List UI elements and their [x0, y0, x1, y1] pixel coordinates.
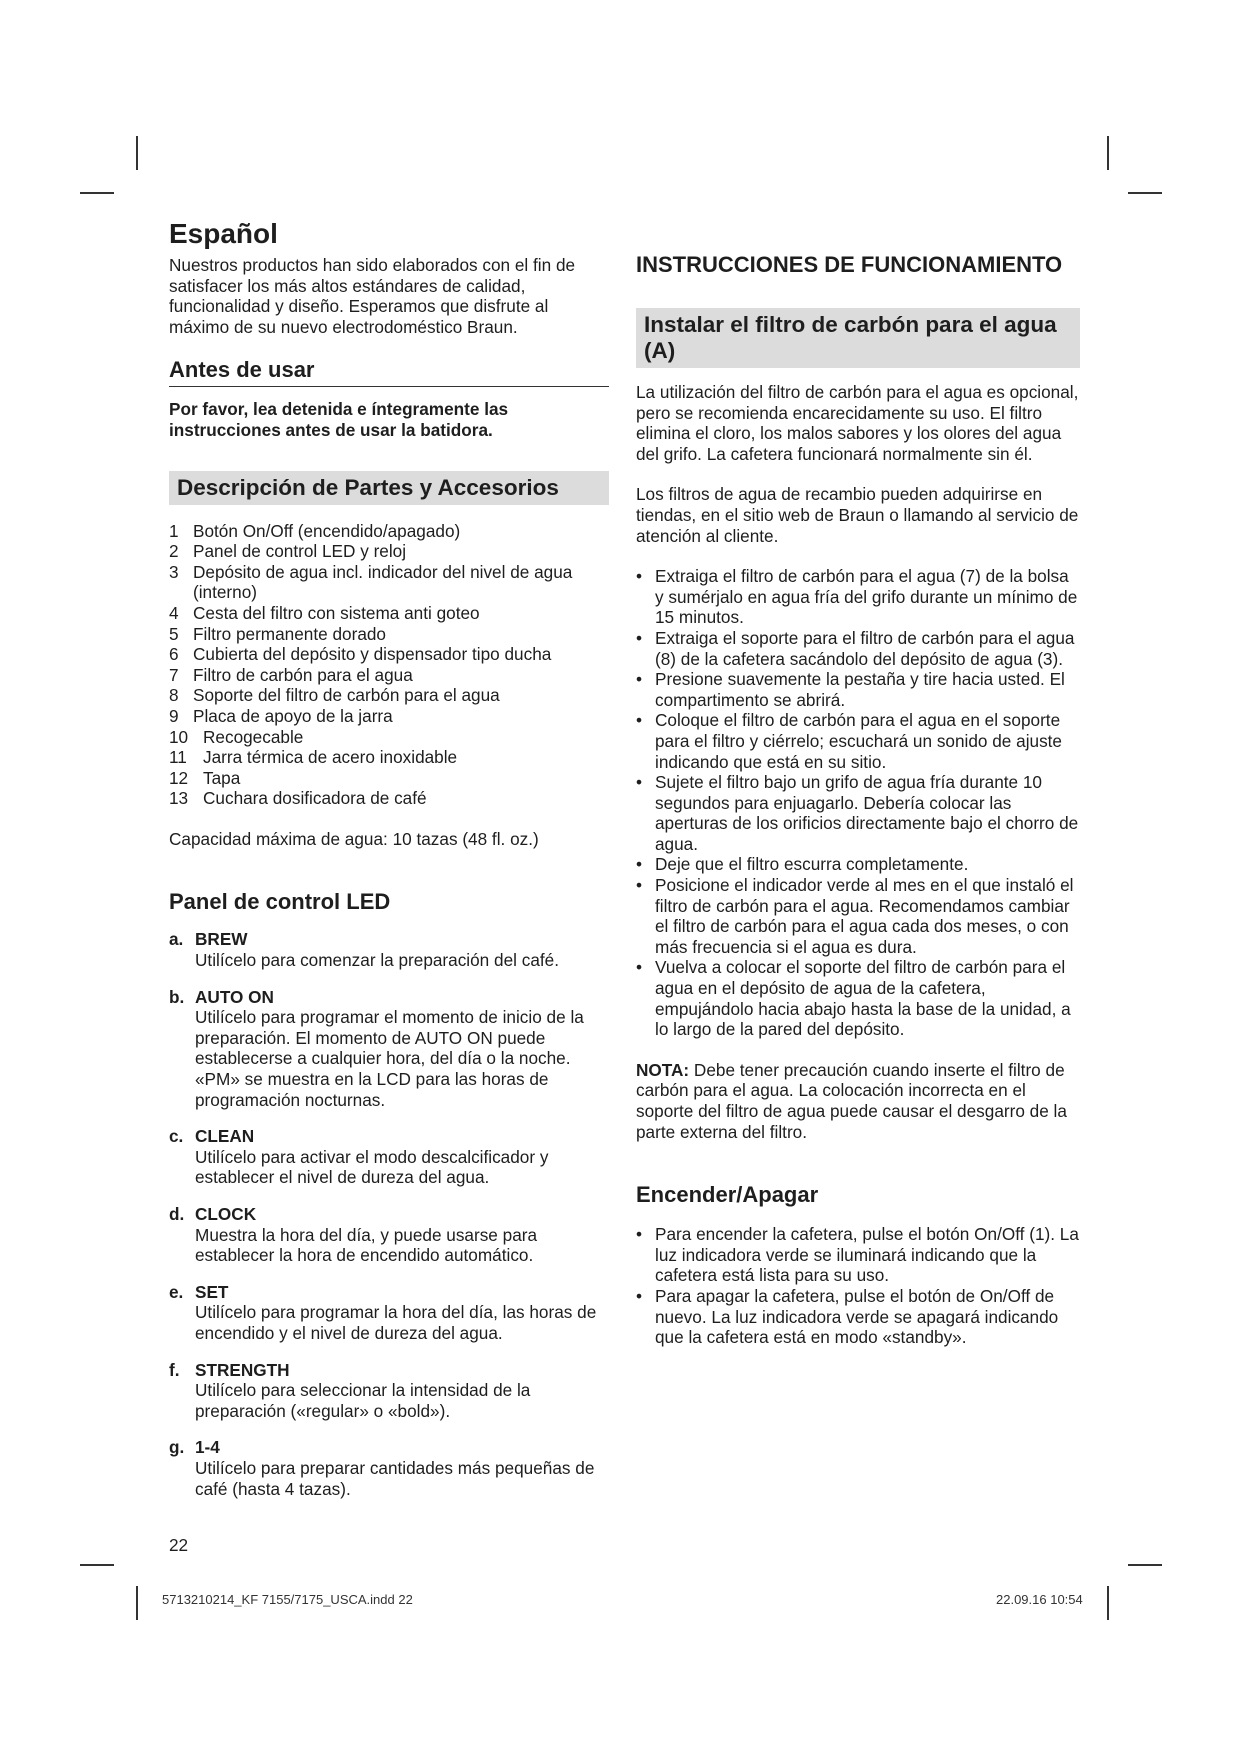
- list-item: 2 Panel de control LED y reloj: [169, 541, 407, 562]
- list-item: • Para apagar la cafetera, pulse el botón de On/Off de nuevo. La luz indicadora verde se apagará indicando que la cafetera está en modo «standby».: [636, 1286, 1080, 1348]
- right-column: [636, 252, 1080, 1348]
- panel-item-auto-on: b. AUTO ON Utilícelo para programar el momento de inicio de la preparación. El momento de AUTO ON puede establecerse a cualquier hora, del día o la noche. «PM» se muestra en la LCD para las horas de programación nocturnas.: [169, 986, 584, 1110]
- before-use-text: Por favor, lea detenida e íntegramente las instrucciones antes de usar la batidora.: [169, 399, 509, 440]
- panel-item-clean: c. CLEAN Utilícelo para activar el modo descalcificador y establecer el nivel de dureza del agua.: [169, 1126, 549, 1188]
- crop-mark-top-left-horizontal: [80, 192, 114, 194]
- list-item: • Para encender la cafetera, pulse el botón On/Off (1). La luz indicadora verde se iluminará indicando que la cafetera está lista para su uso.: [636, 1224, 1080, 1286]
- panel-heading: Panel de control LED: [169, 889, 391, 915]
- panel-item-set: e. SET Utilícelo para programar la hora del día, las horas de encendido y el nivel de dureza del agua.: [169, 1281, 597, 1343]
- crop-mark-bottom-right-horizontal: [1128, 1564, 1162, 1566]
- intro-paragraph: Nuestros productos han sido elaborados con el fin de satisfacer los más altos estándares de calidad, funcionalidad y diseño. Esperamos que disfrute al máximo de su nuevo electrodoméstico Braun.: [169, 255, 576, 337]
- list-item: 11 Jarra térmica de acero inoxidable: [169, 747, 458, 768]
- filter-steps-list: [636, 566, 1080, 1040]
- filter-heading: Instalar el filtro de carbón para el agua (A): [636, 308, 1080, 368]
- crop-mark-bottom-right-vertical: [1107, 1586, 1109, 1620]
- before-use-heading: Antes de usar: [169, 357, 315, 383]
- footer-file-info: 5713210214_KF 7155/7175_USCA.indd 22: [162, 1592, 413, 1607]
- crop-mark-top-left-vertical: [136, 136, 138, 170]
- page-number: 22: [169, 1535, 189, 1555]
- crop-mark-bottom-left-vertical: [136, 1586, 138, 1620]
- filter-paragraph-2: Los filtros de agua de recambio pueden adquirirse en tiendas, en el sitio web de Braun o llamando al servicio de atención al cliente.: [636, 484, 1079, 546]
- panel-item-brew: a. BREW Utilícelo para comenzar la preparación del café.: [169, 929, 559, 971]
- parts-heading: Descripción de Partes y Accesorios: [169, 471, 609, 505]
- list-item: 1 Botón On/Off (encendido/apagado): [169, 520, 461, 541]
- note-label: NOTA:: [636, 1059, 690, 1080]
- list-item: 5 Filtro permanente dorado: [169, 623, 386, 644]
- list-item: 10 Recogecable: [169, 726, 304, 747]
- crop-mark-bottom-left-horizontal: [80, 1564, 114, 1566]
- list-item: 7 Filtro de carbón para el agua: [169, 664, 413, 685]
- parts-list: [169, 521, 609, 809]
- list-item: • Extraiga el filtro de carbón para el agua (7) de la bolsa y sumérjalo en agua fría del grifo durante un mínimo de 15 minutos.: [636, 566, 1080, 628]
- filter-paragraph-1: La utilización del filtro de carbón para el agua es opcional, pero se recomienda encarecidamente su uso. El filtro elimina el cloro, los malos sabores y los olores del agua del grifo. La cafetera funcionará normalmente sin él.: [636, 382, 1079, 464]
- power-list: [636, 1224, 1080, 1348]
- list-item: • Extraiga el soporte para el filtro de carbón para el agua (8) de la cafetera sacándolo del depósito de agua (3).: [636, 628, 1080, 669]
- list-item: • Coloque el filtro de carbón para el agua en el soporte para el filtro y ciérrelo; escuchará un sonido de ajuste indicando que está en su sitio.: [636, 710, 1080, 772]
- list-item: 8 Soporte del filtro de carbón para el agua: [169, 685, 500, 706]
- panel-item-1-4: g. 1-4 Utilícelo para preparar cantidades más pequeñas de café (hasta 4 tazas).: [169, 1437, 595, 1499]
- list-item: • Deje que el filtro escurra completamente.: [636, 854, 1080, 875]
- capacity-text: Capacidad máxima de agua: 10 tazas (48 fl. oz.): [169, 828, 539, 849]
- crop-mark-top-right-horizontal: [1128, 192, 1162, 194]
- panel-item-clock: d. CLOCK Muestra la hora del día, y puede usarse para establecer la hora de encendido automático.: [169, 1204, 538, 1266]
- list-item: 3 Depósito de agua incl. indicador del nivel de agua (interno): [169, 561, 573, 603]
- note-text: Debe tener precaución cuando inserte el filtro de carbón para el agua. La colocación incorrecta en el soporte del filtro de agua puede causar el desgarro de la parte externa del filtro.: [636, 1059, 1067, 1142]
- footer-date: 22.09.16 10:54: [996, 1592, 1083, 1607]
- filter-note: [636, 1060, 1080, 1142]
- panel-item-strength: f. STRENGTH Utilícelo para seleccionar la intensidad de la preparación («regular» o «bold»).: [169, 1359, 531, 1421]
- list-item: • Sujete el filtro bajo un grifo de agua fría durante 10 segundos para enjuagarlo. Debería colocar las aperturas de los orificios directamente bajo el chorro de agua.: [636, 772, 1080, 854]
- before-use-heading-block: [169, 357, 609, 387]
- left-column: [169, 217, 609, 1499]
- list-item: • Posicione el indicador verde al mes en el que instaló el filtro de carbón para el agua. Recomendamos cambiar el filtro de carbón para el agua cada dos meses, o con más frecuencia si el agua es dura.: [636, 875, 1080, 957]
- crop-mark-top-right-vertical: [1107, 136, 1109, 170]
- list-item: 4 Cesta del filtro con sistema anti goteo: [169, 602, 480, 623]
- instructions-heading: INSTRUCCIONES DE FUNCIONAMIENTO: [636, 252, 1063, 277]
- list-item: 6 Cubierta del depósito y dispensador tipo ducha: [169, 644, 552, 665]
- list-item: 12 Tapa: [169, 767, 241, 788]
- list-item: 13 Cuchara dosificadora de café: [169, 788, 427, 809]
- power-heading: Encender/Apagar: [636, 1182, 819, 1208]
- list-item: • Vuelva a colocar el soporte del filtro de carbón para el agua en el depósito de agua de la cafetera, empujándolo hacia abajo hasta la base de la unidad, a lo largo de la pared del depósito.: [636, 957, 1080, 1039]
- page-title: Español: [169, 218, 278, 249]
- list-item: 9 Placa de apoyo de la jarra: [169, 705, 393, 726]
- list-item: • Presione suavemente la pestaña y tire hacia usted. El compartimento se abrirá.: [636, 669, 1080, 710]
